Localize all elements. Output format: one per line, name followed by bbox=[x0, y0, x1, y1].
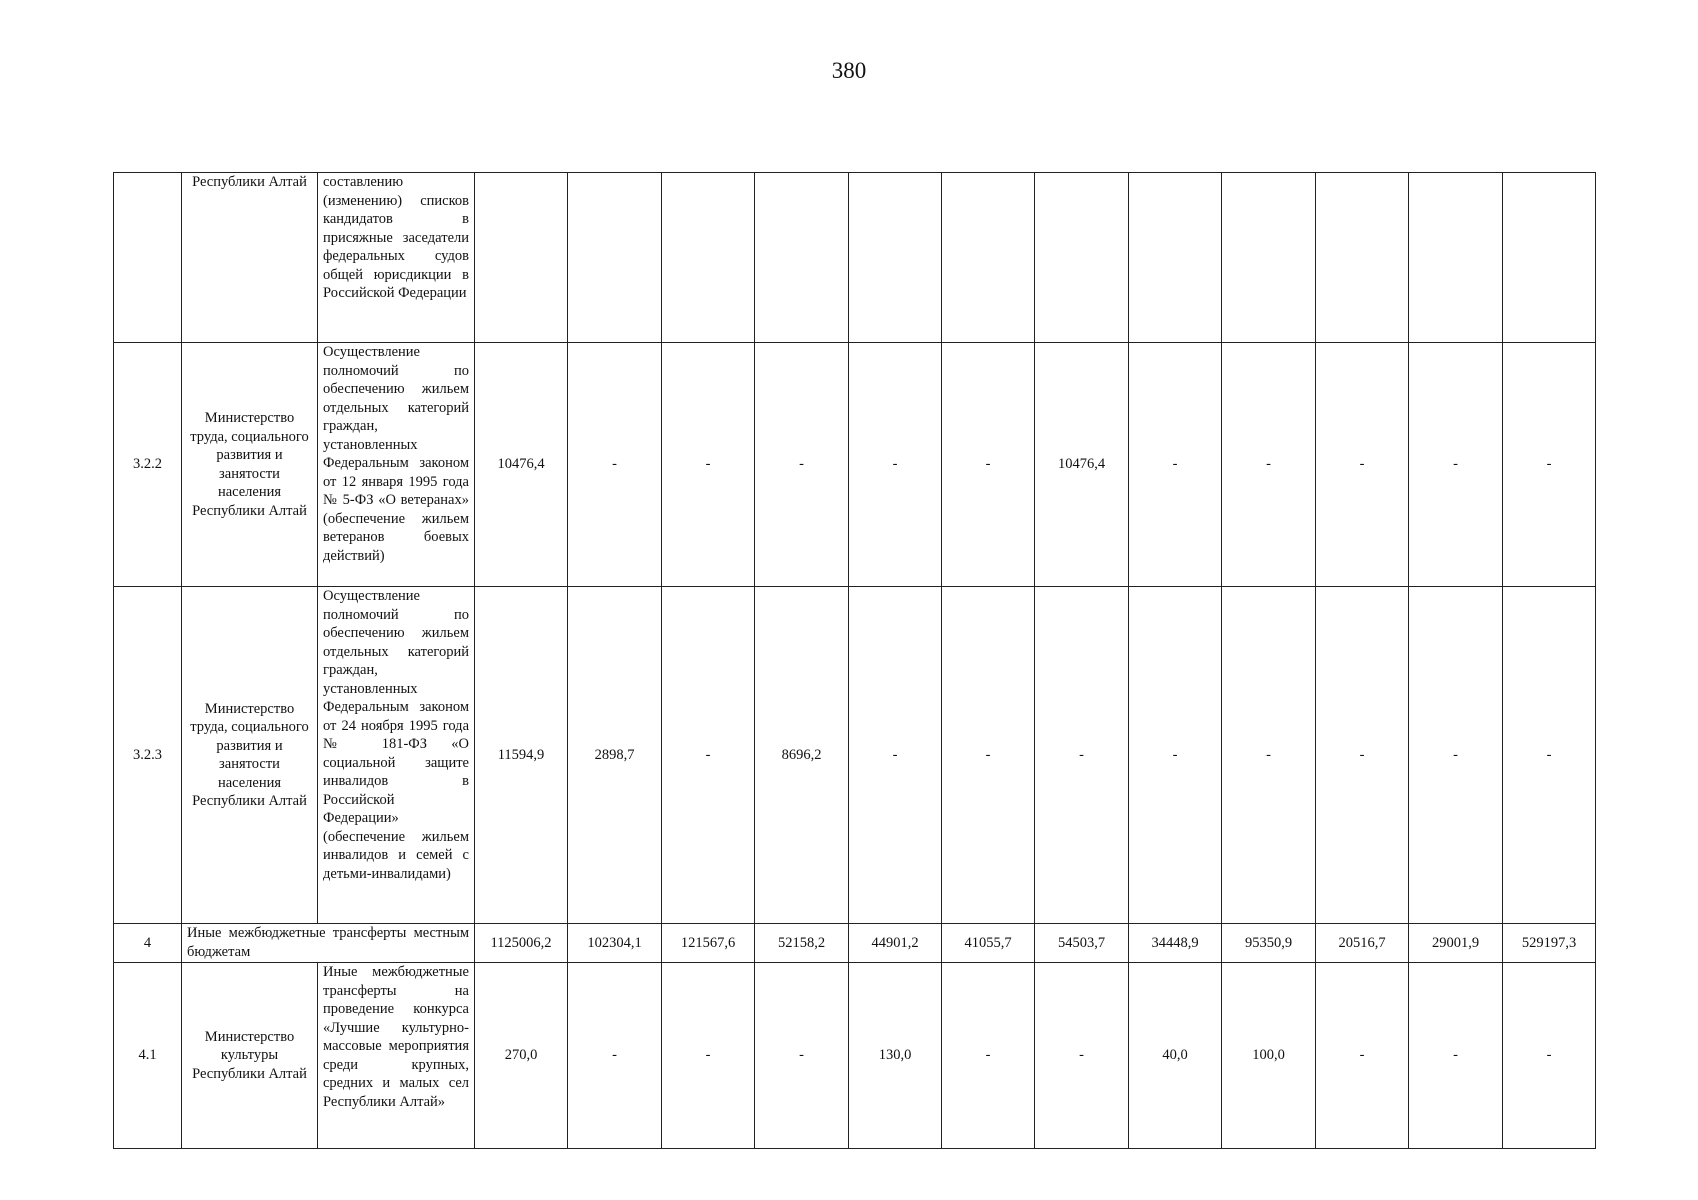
value-cell: - bbox=[849, 587, 942, 924]
value-cell: 121567,6 bbox=[662, 924, 755, 963]
value-cell: - bbox=[1409, 587, 1503, 924]
value-cell bbox=[1503, 173, 1596, 343]
value-cell: 40,0 bbox=[1129, 963, 1222, 1149]
value-cell: 10476,4 bbox=[475, 343, 568, 587]
value-cell: - bbox=[1409, 963, 1503, 1149]
value-cell bbox=[1035, 173, 1129, 343]
value-cell: - bbox=[1316, 343, 1409, 587]
value-cell: - bbox=[1129, 343, 1222, 587]
value-cell: - bbox=[849, 343, 942, 587]
row-number: 3.2.3 bbox=[114, 587, 182, 924]
value-cell: 529197,3 bbox=[1503, 924, 1596, 963]
value-cell: 41055,7 bbox=[942, 924, 1035, 963]
value-cell: - bbox=[1035, 963, 1129, 1149]
table-row bbox=[114, 924, 1596, 963]
value-cell: - bbox=[1222, 587, 1316, 924]
description-cell: Иные межбюджетные трансферты местным бюджетам bbox=[182, 924, 475, 963]
value-cell: - bbox=[568, 963, 662, 1149]
organization-cell: Министерство труда, социального развития и занятости населения Республики Алтай bbox=[182, 587, 318, 924]
value-cell: - bbox=[1503, 343, 1596, 587]
description-cell: составлению (изменению) списков кандидатов в присяжные заседатели федеральных судов общей юрисдикции в Российской Федерации bbox=[318, 173, 475, 343]
value-cell: - bbox=[1503, 963, 1596, 1149]
value-cell: - bbox=[942, 963, 1035, 1149]
value-cell: - bbox=[1129, 587, 1222, 924]
table-row bbox=[114, 963, 1596, 1149]
value-cell bbox=[1222, 173, 1316, 343]
value-cell bbox=[942, 173, 1035, 343]
value-cell bbox=[1409, 173, 1503, 343]
value-cell: 29001,9 bbox=[1409, 924, 1503, 963]
value-cell: 102304,1 bbox=[568, 924, 662, 963]
row-number: 3.2.2 bbox=[114, 343, 182, 587]
value-cell: 270,0 bbox=[475, 963, 568, 1149]
value-cell: 54503,7 bbox=[1035, 924, 1129, 963]
value-cell: - bbox=[1222, 343, 1316, 587]
value-cell: - bbox=[1503, 587, 1596, 924]
value-cell bbox=[475, 173, 568, 343]
value-cell: 100,0 bbox=[1222, 963, 1316, 1149]
value-cell: - bbox=[755, 963, 849, 1149]
organization-cell: Министерство культуры Республики Алтай bbox=[182, 963, 318, 1149]
value-cell: - bbox=[942, 343, 1035, 587]
organization-cell: Министерство труда, социального развития и занятости населения Республики Алтай bbox=[182, 343, 318, 587]
row-number bbox=[114, 173, 182, 343]
value-cell: - bbox=[1316, 587, 1409, 924]
description-cell: Иные межбюджетные трансферты на проведение конкурса «Лучшие культурно-массовые мероприятия среди крупных, средних и малых сел Республики Алтай» bbox=[318, 963, 475, 1149]
table-row bbox=[114, 173, 1596, 343]
value-cell: 34448,9 bbox=[1129, 924, 1222, 963]
row-number: 4 bbox=[114, 924, 182, 963]
value-cell: - bbox=[662, 343, 755, 587]
row-number: 4.1 bbox=[114, 963, 182, 1149]
value-cell bbox=[662, 173, 755, 343]
value-cell: - bbox=[568, 343, 662, 587]
budget-table bbox=[113, 172, 1596, 1149]
value-cell bbox=[755, 173, 849, 343]
description-cell: Осуществление полномочий по обеспечению жильем отдельных категорий граждан, установленных Федеральным законом от 24 ноября 1995 года № 181-ФЗ «О социальной защите инвалидов в Российской Федерации» (обеспечение жильем инвалидов и семей с детьми-инвалидами) bbox=[318, 587, 475, 924]
value-cell: - bbox=[1035, 587, 1129, 924]
value-cell: 20516,7 bbox=[1316, 924, 1409, 963]
value-cell: - bbox=[755, 343, 849, 587]
value-cell: 52158,2 bbox=[755, 924, 849, 963]
value-cell bbox=[1129, 173, 1222, 343]
table-row bbox=[114, 587, 1596, 924]
value-cell: 10476,4 bbox=[1035, 343, 1129, 587]
value-cell: - bbox=[942, 587, 1035, 924]
value-cell: 130,0 bbox=[849, 963, 942, 1149]
value-cell: 2898,7 bbox=[568, 587, 662, 924]
value-cell: 44901,2 bbox=[849, 924, 942, 963]
value-cell: 95350,9 bbox=[1222, 924, 1316, 963]
description-cell: Осуществление полномочий по обеспечению жильем отдельных категорий граждан, установленных Федеральным законом от 12 января 1995 года № 5-ФЗ «О ветеранах» (обеспечение жильем ветеранов боевых действий) bbox=[318, 343, 475, 587]
page-number: 380 bbox=[831, 58, 867, 83]
value-cell: 1125006,2 bbox=[475, 924, 568, 963]
value-cell: - bbox=[662, 963, 755, 1149]
value-cell: 11594,9 bbox=[475, 587, 568, 924]
value-cell: 8696,2 bbox=[755, 587, 849, 924]
value-cell bbox=[1316, 173, 1409, 343]
value-cell: - bbox=[662, 587, 755, 924]
value-cell bbox=[849, 173, 942, 343]
value-cell: - bbox=[1409, 343, 1503, 587]
organization-cell: Республики Алтай bbox=[182, 173, 318, 343]
table-row bbox=[114, 343, 1596, 587]
value-cell: - bbox=[1316, 963, 1409, 1149]
value-cell bbox=[568, 173, 662, 343]
